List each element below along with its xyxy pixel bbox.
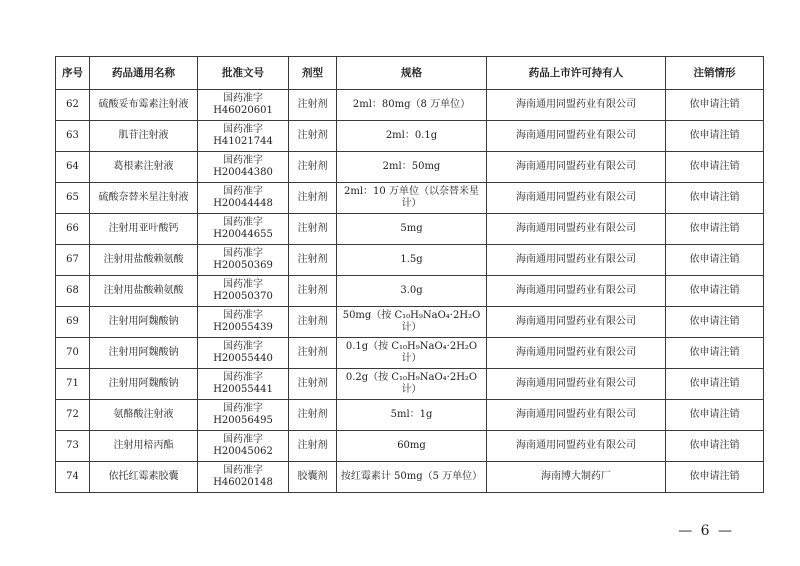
- approval-prefix: 国药准字: [223, 403, 263, 414]
- header-approval-number: 批准文号: [198, 57, 289, 90]
- cell-generic-name: 硫酸奈替米星注射液: [90, 183, 198, 214]
- cell-dosage-form: 注射剂: [289, 338, 337, 369]
- cell-license-holder: 海南通用同盟药业有限公司: [487, 90, 666, 121]
- cell-cancellation-status: 依申请注销: [666, 152, 764, 183]
- cell-serial-number: 68: [56, 276, 90, 307]
- approval-prefix: 国药准字: [223, 186, 263, 197]
- header-generic-name: 药品通用名称: [90, 57, 198, 90]
- cell-generic-name: 依托红霉素胶囊: [90, 462, 198, 493]
- approval-code: H41021744: [213, 136, 273, 147]
- approval-code: H20055440: [213, 353, 273, 364]
- cell-license-holder: 海南博大制药厂: [487, 462, 666, 493]
- cell-serial-number: 62: [56, 90, 90, 121]
- cell-generic-name: 注射用阿魏酸钠: [90, 369, 198, 400]
- cell-serial-number: 63: [56, 121, 90, 152]
- cell-license-holder: 海南通用同盟药业有限公司: [487, 183, 666, 214]
- cell-serial-number: 69: [56, 307, 90, 338]
- approval-code: H20045062: [213, 446, 273, 457]
- cell-generic-name: 硫酸妥布霉素注射液: [90, 90, 198, 121]
- cell-cancellation-status: 依申请注销: [666, 245, 764, 276]
- table-row: [56, 183, 764, 214]
- table-row: [56, 369, 764, 400]
- table-row: [56, 462, 764, 493]
- cell-serial-number: 67: [56, 245, 90, 276]
- cell-generic-name: 葛根素注射液: [90, 152, 198, 183]
- page-number: — 6 —: [678, 523, 734, 539]
- cell-generic-name: 注射用盐酸赖氨酸: [90, 276, 198, 307]
- cell-approval-number: [198, 121, 289, 152]
- cell-approval-number: [198, 307, 289, 338]
- cell-serial-number: 65: [56, 183, 90, 214]
- cell-generic-name: 注射用阿魏酸钠: [90, 307, 198, 338]
- cell-approval-number: [198, 183, 289, 214]
- approval-code: H20056495: [213, 415, 273, 426]
- approval-prefix: 国药准字: [223, 155, 263, 166]
- cell-specification: 0.2g（按 C₁₀H₉NaO₄·2H₂O 计）: [337, 369, 487, 400]
- table-row: [56, 245, 764, 276]
- cell-dosage-form: 注射剂: [289, 431, 337, 462]
- cell-approval-number: [198, 245, 289, 276]
- cell-serial-number: 64: [56, 152, 90, 183]
- cell-specification: 5ml：1g: [337, 400, 487, 431]
- cell-license-holder: 海南通用同盟药业有限公司: [487, 400, 666, 431]
- cell-specification: 50mg（按 C₁₀H₉NaO₄·2H₂O 计）: [337, 307, 487, 338]
- cell-license-holder: 海南通用同盟药业有限公司: [487, 276, 666, 307]
- cell-dosage-form: 注射剂: [289, 152, 337, 183]
- approval-prefix: 国药准字: [223, 310, 263, 321]
- cell-specification: 2ml：80mg（8 万单位）: [337, 90, 487, 121]
- cell-approval-number: [198, 369, 289, 400]
- cell-cancellation-status: 依申请注销: [666, 214, 764, 245]
- approval-prefix: 国药准字: [223, 341, 263, 352]
- cell-generic-name: 氨酪酸注射液: [90, 400, 198, 431]
- cell-cancellation-status: 依申请注销: [666, 276, 764, 307]
- approval-code: H46020601: [213, 105, 273, 116]
- approval-prefix: 国药准字: [223, 434, 263, 445]
- cell-license-holder: 海南通用同盟药业有限公司: [487, 431, 666, 462]
- cell-specification: 0.1g（按 C₁₀H₉NaO₄·2H₂O 计）: [337, 338, 487, 369]
- approval-code: H46020148: [213, 477, 273, 488]
- approval-prefix: 国药准字: [223, 465, 263, 476]
- cell-dosage-form: 注射剂: [289, 400, 337, 431]
- approval-prefix: 国药准字: [223, 372, 263, 383]
- cell-cancellation-status: 依申请注销: [666, 121, 764, 152]
- cell-approval-number: [198, 90, 289, 121]
- cell-dosage-form: 注射剂: [289, 276, 337, 307]
- cell-license-holder: 海南通用同盟药业有限公司: [487, 245, 666, 276]
- header-license-holder: 药品上市许可持有人: [487, 57, 666, 90]
- header-serial-number: 序号: [56, 57, 90, 90]
- cell-cancellation-status: 依申请注销: [666, 462, 764, 493]
- cell-license-holder: 海南通用同盟药业有限公司: [487, 369, 666, 400]
- approval-code: H20044448: [213, 198, 273, 209]
- cell-dosage-form: 注射剂: [289, 245, 337, 276]
- cell-cancellation-status: 依申请注销: [666, 338, 764, 369]
- cell-dosage-form: 胶囊剂: [289, 462, 337, 493]
- approval-code: H20055439: [213, 322, 273, 333]
- cell-generic-name: 注射用亚叶酸钙: [90, 214, 198, 245]
- cell-specification: 按红霉素计 50mg（5 万单位）: [337, 462, 487, 493]
- table-header-row: [56, 57, 764, 90]
- cell-cancellation-status: 依申请注销: [666, 400, 764, 431]
- cell-specification: 3.0g: [337, 276, 487, 307]
- cell-generic-name: 注射用棓丙酯: [90, 431, 198, 462]
- cell-specification: 60mg: [337, 431, 487, 462]
- table-row: [56, 90, 764, 121]
- cell-cancellation-status: 依申请注销: [666, 183, 764, 214]
- table-row: [56, 338, 764, 369]
- approval-prefix: 国药准字: [223, 93, 263, 104]
- approval-code: H20044380: [213, 167, 273, 178]
- header-cancellation-status: 注销情形: [666, 57, 764, 90]
- approval-code: H20055441: [213, 384, 273, 395]
- cell-dosage-form: 注射剂: [289, 183, 337, 214]
- table-row: [56, 307, 764, 338]
- cell-specification: 2ml：0.1g: [337, 121, 487, 152]
- cell-serial-number: 73: [56, 431, 90, 462]
- table-row: [56, 152, 764, 183]
- table-row: [56, 121, 764, 152]
- cell-cancellation-status: 依申请注销: [666, 369, 764, 400]
- cell-dosage-form: 注射剂: [289, 90, 337, 121]
- cell-specification: 2ml：10 万单位（以奈替米星计）: [337, 183, 487, 214]
- cell-dosage-form: 注射剂: [289, 121, 337, 152]
- cell-dosage-form: 注射剂: [289, 307, 337, 338]
- cell-serial-number: 70: [56, 338, 90, 369]
- header-specification: 规格: [337, 57, 487, 90]
- cell-serial-number: 72: [56, 400, 90, 431]
- approval-prefix: 国药准字: [223, 279, 263, 290]
- cell-dosage-form: 注射剂: [289, 369, 337, 400]
- cell-approval-number: [198, 431, 289, 462]
- table-body: [56, 90, 764, 493]
- cell-approval-number: [198, 400, 289, 431]
- cell-cancellation-status: 依申请注销: [666, 90, 764, 121]
- cell-specification: 5mg: [337, 214, 487, 245]
- approval-code: H20050369: [213, 260, 273, 271]
- cell-approval-number: [198, 338, 289, 369]
- cell-license-holder: 海南通用同盟药业有限公司: [487, 338, 666, 369]
- drug-cancellation-table: [55, 56, 764, 493]
- cell-dosage-form: 注射剂: [289, 214, 337, 245]
- table-row: [56, 214, 764, 245]
- cell-serial-number: 66: [56, 214, 90, 245]
- cell-approval-number: [198, 462, 289, 493]
- cell-generic-name: 注射用盐酸赖氨酸: [90, 245, 198, 276]
- table-row: [56, 431, 764, 462]
- cell-specification: 1.5g: [337, 245, 487, 276]
- table-row: [56, 276, 764, 307]
- cell-license-holder: 海南通用同盟药业有限公司: [487, 152, 666, 183]
- approval-code: H20050370: [213, 291, 273, 302]
- cell-generic-name: 肌苷注射液: [90, 121, 198, 152]
- cell-serial-number: 74: [56, 462, 90, 493]
- cell-approval-number: [198, 276, 289, 307]
- cell-cancellation-status: 依申请注销: [666, 431, 764, 462]
- approval-code: H20044655: [213, 229, 273, 240]
- cell-serial-number: 71: [56, 369, 90, 400]
- cell-specification: 2ml：50mg: [337, 152, 487, 183]
- table-row: [56, 400, 764, 431]
- cell-generic-name: 注射用阿魏酸钠: [90, 338, 198, 369]
- cell-license-holder: 海南通用同盟药业有限公司: [487, 214, 666, 245]
- cell-approval-number: [198, 214, 289, 245]
- approval-prefix: 国药准字: [223, 217, 263, 228]
- cell-cancellation-status: 依申请注销: [666, 307, 764, 338]
- header-dosage-form: 剂型: [289, 57, 337, 90]
- cell-license-holder: 海南通用同盟药业有限公司: [487, 307, 666, 338]
- cell-approval-number: [198, 152, 289, 183]
- approval-prefix: 国药准字: [223, 124, 263, 135]
- approval-prefix: 国药准字: [223, 248, 263, 259]
- cell-license-holder: 海南通用同盟药业有限公司: [487, 121, 666, 152]
